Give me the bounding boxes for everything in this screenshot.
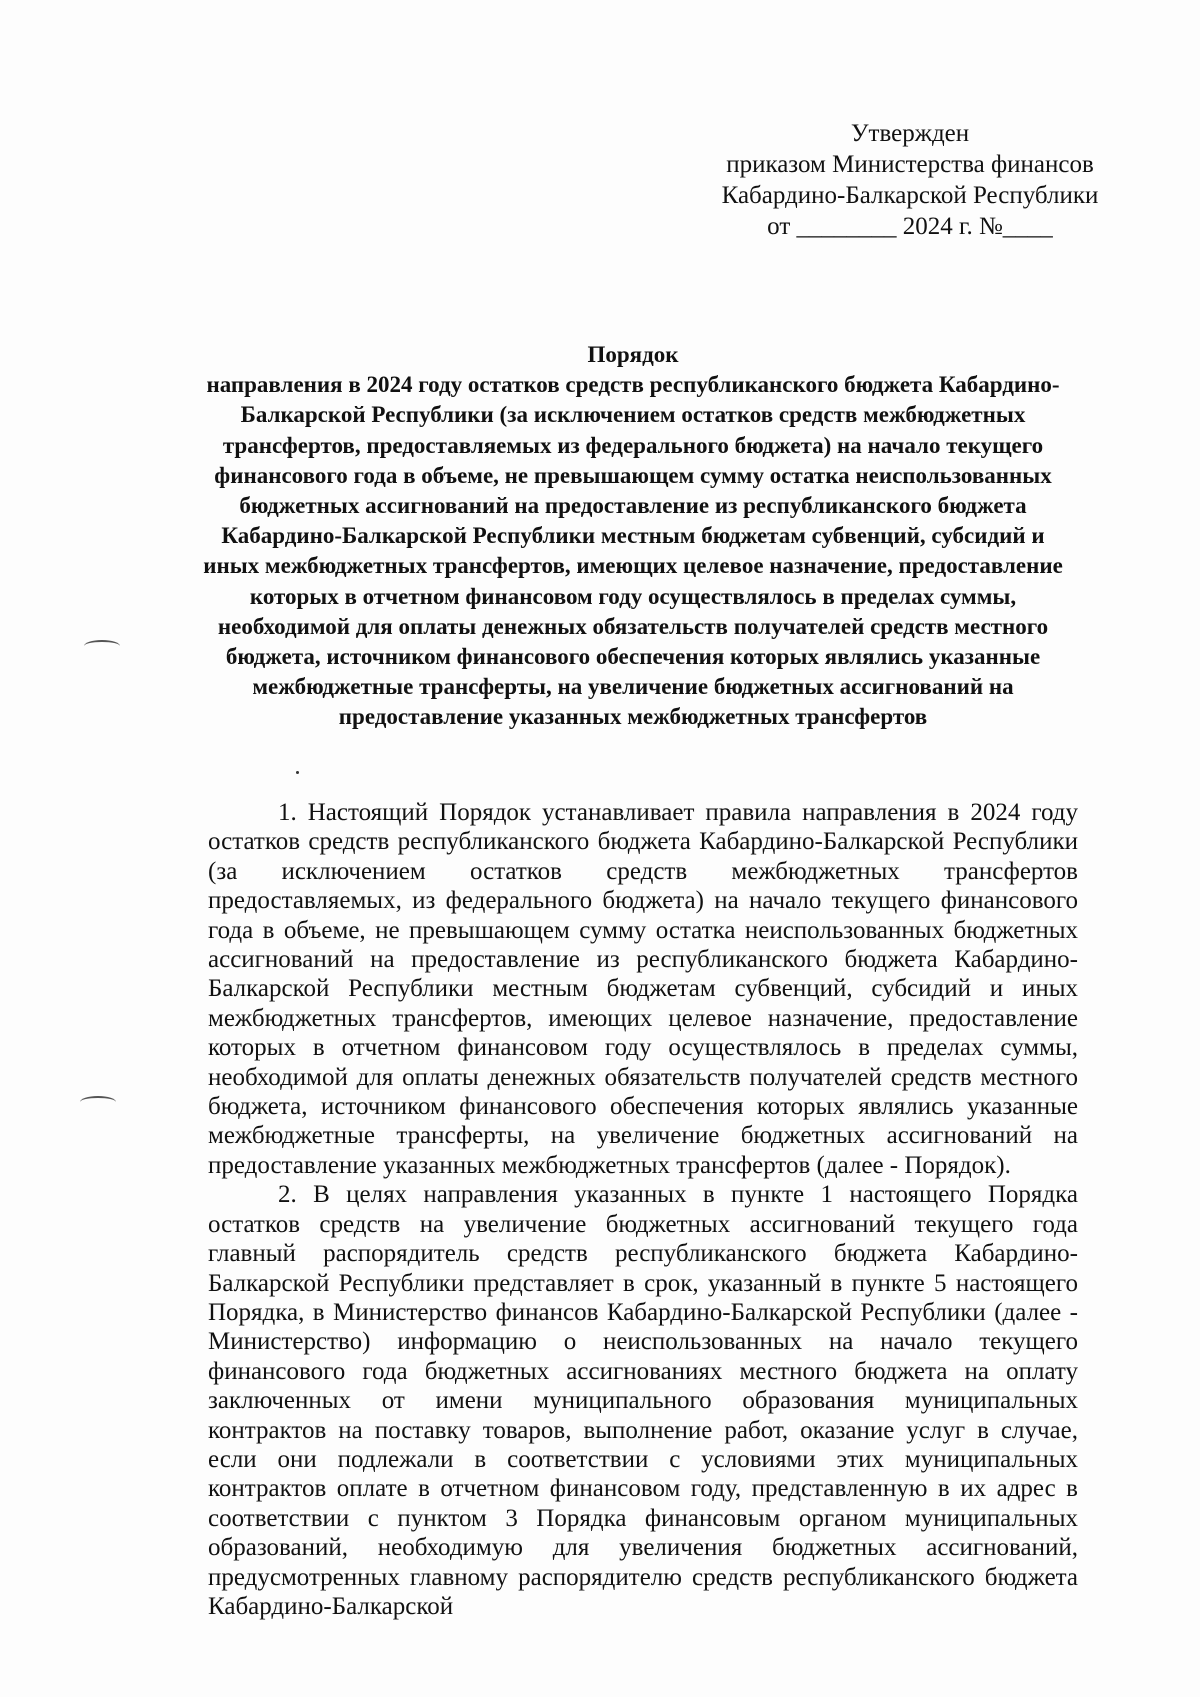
title-heading: Порядок [587, 342, 679, 367]
paragraph-2: 2. В целях направления указанных в пункте 1 настоящего Порядка остатков средств на увеличение бюджетных ассигнований текущего года главный распорядитель средств республиканского бюджета Кабардино-Балкарской Республики представляет в срок, указанный в пункте 5 настоящего Порядка, в Министерство финансов Кабардино-Балкарской Республики (далее - Министерство) информацию о неиспользованных на начало текущего финансового года бюджетных ассигнованиях местного бюджета на оплату заключенных от имени муниципального образования муниципальных контрактов на поставку товаров, выполнение работ, оказание услуг в случае, если они подлежали в соответствии с условиями этих муниципальных контрактов оплате в отчетном финансовом году, представленную в их адрес в соответствии с пунктом 3 Порядка финансовым органом муниципальных образований, необходимую для увеличения бюджетных ассигнований, предусмотренных главному распорядителю средств республиканского бюджета Кабардино-Балкарской [208, 1181, 1078, 1620]
approval-line: Кабардино-Балкарской Республики [721, 182, 1099, 209]
approval-line: Утвержден [850, 120, 970, 147]
approval-line: приказом Министерства финансов [726, 151, 1094, 178]
scan-speck [296, 771, 299, 774]
title-subtitle: направления в 2024 году остатков средств республиканского бюджета Кабардино-Балкарской Республики (за исключением остатков средств межбюджетных трансфертов, предоставляемых из федерального бюджета) на начало текущего финансового года в объеме, не превышающем сумму остатка неиспользованных бюджетных ассигнований на предоставление из республиканского бюджета Кабардино-Балкарской Республики местным бюджетам субвенций, субсидий и иных межбюджетных трансфертов, имеющих целевое назначение, предоставление которых в отчетном финансовом году осуществлялось в пределах суммы, необходимой для оплаты денежных обязательств получателей средств местного бюджета, источником финансового обеспечения которых являлись указанные межбюджетные трансферты, на увеличение бюджетных ассигнований на предоставление указанных межбюджетных трансфертов [203, 372, 1063, 730]
document-title [195, 340, 1071, 733]
document-body [208, 798, 1078, 1621]
approval-block [700, 118, 1120, 242]
punch-mark [84, 640, 120, 652]
punch-mark [80, 1096, 116, 1108]
approval-date-line: от ________ 2024 г. №____ [767, 213, 1053, 240]
paragraph-1: 1. Настоящий Порядок устанавливает правила направления в 2024 году остатков средств республиканского бюджета Кабардино-Балкарской Республики (за исключением остатков средств межбюджетных трансфертов предоставляемых, из федерального бюджета) на начало текущего финансового года в объеме, не превышающем сумму остатка неиспользованных бюджетных ассигнований на предоставление из республиканского бюджета Кабардино-Балкарской Республики местным бюджетам субвенций, субсидий и иных межбюджетных трансфертов, имеющих целевое назначение, предоставление которых в отчетном финансовом году осуществлялось в пределах суммы, необходимой для оплаты денежных обязательств получателей средств местного бюджета, источником финансового обеспечения которых являлись указанные межбюджетные трансферты, на увеличение бюджетных ассигнований на предоставление указанных межбюджетных трансфертов (далее - Порядок). [208, 799, 1078, 1179]
